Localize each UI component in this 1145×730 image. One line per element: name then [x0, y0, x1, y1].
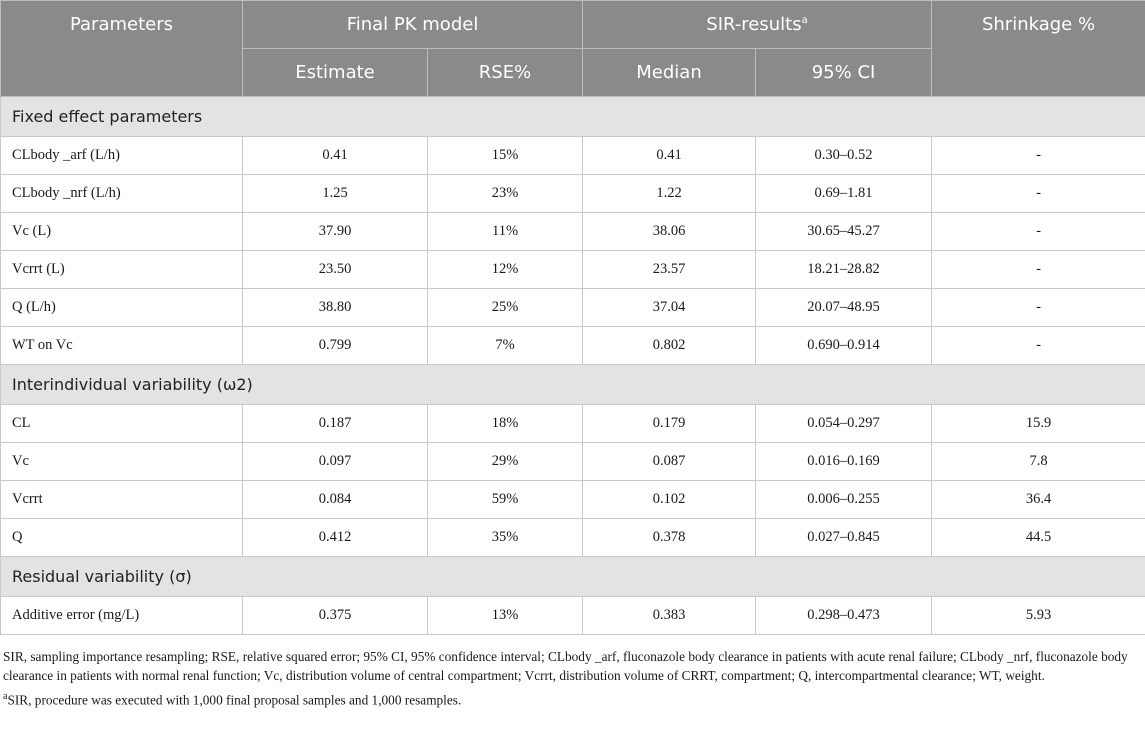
shrinkage-cell: - — [932, 251, 1145, 289]
table-row — [1, 481, 1145, 519]
rse-cell: 12% — [428, 251, 583, 289]
rse-cell: 18% — [428, 405, 583, 443]
shrinkage-cell: 15.9 — [932, 405, 1145, 443]
section-title: Fixed effect parameters — [1, 97, 1145, 137]
parameter-cell: CLbody _nrf (L/h) — [1, 175, 243, 213]
parameter-cell: Q (L/h) — [1, 289, 243, 327]
sir-results-header — [583, 1, 932, 49]
median-cell: 0.378 — [583, 519, 756, 557]
shrinkage-cell: - — [932, 289, 1145, 327]
rse-cell: 29% — [428, 443, 583, 481]
estimate-cell: 38.80 — [243, 289, 428, 327]
ci95-cell: 0.006–0.255 — [756, 481, 932, 519]
ci95-cell: 18.21–28.82 — [756, 251, 932, 289]
shrinkage-cell: - — [932, 175, 1145, 213]
table-row — [1, 443, 1145, 481]
shrinkage-cell: 5.93 — [932, 597, 1145, 635]
rse-cell: 59% — [428, 481, 583, 519]
estimate-cell: 0.084 — [243, 481, 428, 519]
estimate-header: Estimate — [243, 49, 428, 97]
shrinkage-header: Shrinkage % — [932, 1, 1145, 97]
table-row — [1, 175, 1145, 213]
estimate-cell: 0.799 — [243, 327, 428, 365]
rse-cell: 23% — [428, 175, 583, 213]
table-row — [1, 519, 1145, 557]
ci95-cell: 20.07–48.95 — [756, 289, 932, 327]
median-cell: 0.102 — [583, 481, 756, 519]
shrinkage-cell: - — [932, 213, 1145, 251]
median-cell: 38.06 — [583, 213, 756, 251]
parameter-cell: Vcrrt (L) — [1, 251, 243, 289]
parameter-cell: CL — [1, 405, 243, 443]
median-header: Median — [583, 49, 756, 97]
median-cell: 0.41 — [583, 137, 756, 175]
ci95-cell: 0.016–0.169 — [756, 443, 932, 481]
median-cell: 37.04 — [583, 289, 756, 327]
estimate-cell: 0.187 — [243, 405, 428, 443]
ci95-cell: 0.69–1.81 — [756, 175, 932, 213]
ci95-cell: 0.30–0.52 — [756, 137, 932, 175]
estimate-cell: 0.412 — [243, 519, 428, 557]
shrinkage-cell: - — [932, 137, 1145, 175]
median-cell: 0.802 — [583, 327, 756, 365]
sir-results-label: SIR-results — [706, 14, 802, 35]
ci95-cell: 0.054–0.297 — [756, 405, 932, 443]
table-row — [1, 213, 1145, 251]
ci95-cell: 0.298–0.473 — [756, 597, 932, 635]
parameter-cell: Additive error (mg/L) — [1, 597, 243, 635]
section-header-row — [1, 97, 1145, 137]
table-row — [1, 597, 1145, 635]
shrinkage-cell: 44.5 — [932, 519, 1145, 557]
sir-procedure-note-mark: a — [3, 691, 8, 702]
median-cell: 23.57 — [583, 251, 756, 289]
section-title: Residual variability (σ) — [1, 557, 1145, 597]
rse-cell: 15% — [428, 137, 583, 175]
ci95-header: 95% CI — [756, 49, 932, 97]
shrinkage-cell: 7.8 — [932, 443, 1145, 481]
final-pk-model-header: Final PK model — [243, 1, 583, 49]
table-row — [1, 327, 1145, 365]
sir-procedure-note — [3, 688, 1139, 710]
estimate-cell: 37.90 — [243, 213, 428, 251]
estimate-cell: 0.41 — [243, 137, 428, 175]
shrinkage-cell: 36.4 — [932, 481, 1145, 519]
table-footnotes — [3, 648, 1139, 713]
estimate-cell: 0.097 — [243, 443, 428, 481]
section-header-row — [1, 557, 1145, 597]
parameter-cell: Vc (L) — [1, 213, 243, 251]
section-header-row — [1, 365, 1145, 405]
rse-cell: 7% — [428, 327, 583, 365]
median-cell: 0.383 — [583, 597, 756, 635]
sir-results-footnote-mark: a — [801, 15, 808, 26]
parameter-cell: CLbody _arf (L/h) — [1, 137, 243, 175]
rse-cell: 25% — [428, 289, 583, 327]
rse-header: RSE% — [428, 49, 583, 97]
parameters-header: Parameters — [1, 1, 243, 97]
table-header — [1, 1, 1145, 97]
rse-cell: 35% — [428, 519, 583, 557]
median-cell: 0.087 — [583, 443, 756, 481]
estimate-cell: 1.25 — [243, 175, 428, 213]
table-body — [1, 97, 1145, 635]
rse-cell: 13% — [428, 597, 583, 635]
parameter-cell: WT on Vc — [1, 327, 243, 365]
ci95-cell: 0.027–0.845 — [756, 519, 932, 557]
parameter-cell: Q — [1, 519, 243, 557]
section-title: Interindividual variability (ω2) — [1, 365, 1145, 405]
sir-procedure-note-text: SIR, procedure was executed with 1,000 final proposal samples and 1,000 resamples. — [7, 692, 462, 708]
table-row — [1, 405, 1145, 443]
median-cell: 0.179 — [583, 405, 756, 443]
shrinkage-cell: - — [932, 327, 1145, 365]
abbreviations-note: SIR, sampling importance resampling; RSE, relative squared error; 95% CI, 95% confidence interval; CLbody _arf, fluconazole body clearance in patients with acute renal failure; CLbody _nrf, fluconazole body clearance in patients with normal renal function; Vc, distribution volume of central compartment; Vcrrt, distribution volume of CRRT, compartment; Q, intercompartmental clearance; WT, weight. — [3, 649, 1128, 683]
rse-cell: 11% — [428, 213, 583, 251]
median-cell: 1.22 — [583, 175, 756, 213]
table-row — [1, 137, 1145, 175]
ci95-cell: 30.65–45.27 — [756, 213, 932, 251]
estimate-cell: 23.50 — [243, 251, 428, 289]
table-row — [1, 251, 1145, 289]
table-row — [1, 289, 1145, 327]
estimate-cell: 0.375 — [243, 597, 428, 635]
parameter-cell: Vcrrt — [1, 481, 243, 519]
parameter-cell: Vc — [1, 443, 243, 481]
ci95-cell: 0.690–0.914 — [756, 327, 932, 365]
